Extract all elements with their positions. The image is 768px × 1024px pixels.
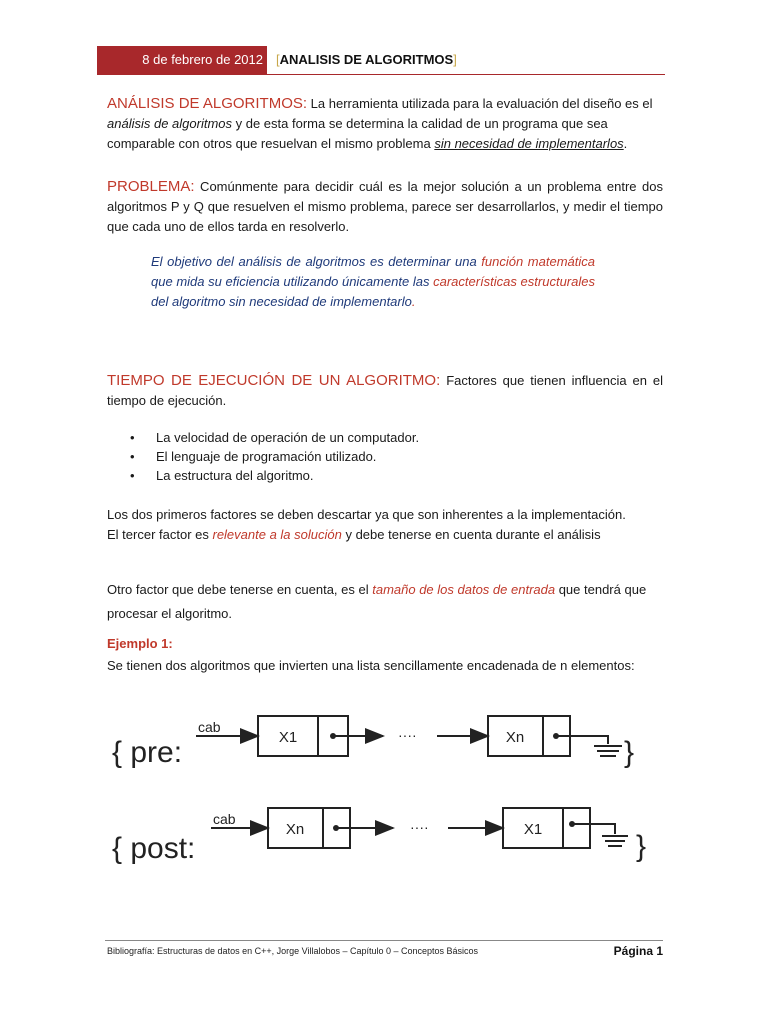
- section-analisis-text2: y de esta forma se determina la calidad de un programa que sea comparable con otros que resuelvan el mismo problema: [107, 116, 608, 151]
- list-item: • La estructura del algoritmo.: [130, 466, 419, 485]
- section-analisis-text1: La herramienta utilizada para la evaluación del diseño es el: [307, 96, 653, 111]
- quote-period: .: [411, 294, 416, 309]
- post-node-last-ptr: [563, 808, 590, 848]
- factors-line2-c: y debe tenerse en cuenta durante el análisis: [341, 527, 601, 542]
- footer-page-number: Página 1: [613, 944, 663, 958]
- factors-line1: Los dos primeros factores se deben descartar ya que son inherentes a la implementación.: [107, 507, 626, 522]
- pre-node-first-label: X1: [278, 729, 298, 746]
- post-node-first-label: Xn: [285, 821, 305, 838]
- section-analisis-underlined: sin necesidad de implementarlos: [434, 136, 624, 151]
- list-item: • La velocidad de operación de un computador.: [130, 428, 419, 447]
- header-bracket-close: ]: [453, 52, 457, 67]
- section-problema-heading: PROBLEMA:: [107, 178, 195, 195]
- post-label: { post:: [112, 832, 196, 865]
- factors-line2-a: El tercer factor es: [107, 527, 213, 542]
- footer-bibliography: Bibliografía: Estructuras de datos en C++, Jorge Villalobos – Capítulo 0 – Conceptos Básicos: [107, 946, 479, 956]
- factors-list: [130, 428, 419, 485]
- footer-rule: [105, 940, 663, 941]
- input-size-c: que tendrá que procesar el algoritmo.: [107, 582, 647, 621]
- quote-part3: del algoritmo sin necesidad de implementarlo: [151, 294, 412, 309]
- section-analisis-heading: ANÁLISIS DE ALGORITMOS:: [107, 95, 308, 112]
- section-tiempo-heading: TIEMPO DE EJECUCIÓN DE UN ALGORITMO:: [107, 372, 441, 389]
- example-title: [107, 634, 663, 654]
- header-date-box: [97, 46, 267, 74]
- section-tiempo-text: Factores que tienen influencia en el tiempo de ejecución.: [107, 373, 663, 408]
- header-title-text: ANALISIS DE ALGORITMOS: [279, 52, 454, 67]
- post-null-line: [572, 824, 615, 834]
- header-rule: [97, 74, 665, 75]
- pre-null-line: [556, 736, 608, 744]
- input-size-highlight: tamaño de los datos de entrada: [372, 582, 556, 597]
- header-title: [276, 52, 457, 67]
- post-dots: ····: [410, 819, 429, 835]
- section-analisis-text3: .: [623, 136, 628, 151]
- quote-part1: El objetivo del análisis de algoritmos es determinar una: [151, 254, 482, 269]
- list-item: • El lenguaje de programación utilizado.: [130, 447, 419, 466]
- quote-part2: que mida su eficiencia utilizando únicamente las: [151, 274, 434, 289]
- section-analisis-italic: análisis de algoritmos: [107, 116, 233, 131]
- pre-cab-label: cab: [198, 719, 221, 735]
- quote-highlight2: características estructurales: [433, 274, 595, 289]
- section-problema-text: Comúnmente para decidir cuál es la mejor solución a un problema entre dos algoritmos P y Q que resuelven el mismo problema, parece ser desarrollarlos, y medir el tiempo que cada uno de ellos tarda en resolverlo.: [107, 179, 663, 234]
- pre-brace: }: [624, 736, 635, 769]
- pre-node-last-label: Xn: [505, 729, 525, 746]
- pre-dots: ····: [398, 727, 417, 743]
- post-brace: }: [636, 830, 647, 863]
- objective-quote: [151, 252, 595, 312]
- factors-discussion: [107, 505, 663, 545]
- factors-line2-highlight: relevante a la solución: [212, 527, 342, 542]
- example-text: Se tienen dos algoritmos que invierten una lista sencillamente encadenada de n elementos:: [107, 658, 635, 673]
- example-heading: Ejemplo 1:: [107, 636, 173, 651]
- section-tiempo: [107, 371, 663, 411]
- linked-list-diagram: [0, 700, 768, 930]
- header-bracket-open: [: [276, 52, 280, 67]
- pre-label: { pre:: [112, 736, 183, 769]
- input-size-a: Otro factor que debe tenerse en cuenta, es el: [107, 582, 373, 597]
- post-cab-label: cab: [213, 811, 236, 827]
- section-analisis: [107, 94, 663, 154]
- input-size-paragraph: [107, 578, 663, 626]
- factors-line2: [107, 525, 663, 545]
- header-date: 8 de febrero de 2012: [142, 52, 263, 67]
- section-problema: [107, 177, 663, 237]
- post-node-last-label: X1: [523, 821, 543, 838]
- quote-highlight1: función matemática: [481, 254, 595, 269]
